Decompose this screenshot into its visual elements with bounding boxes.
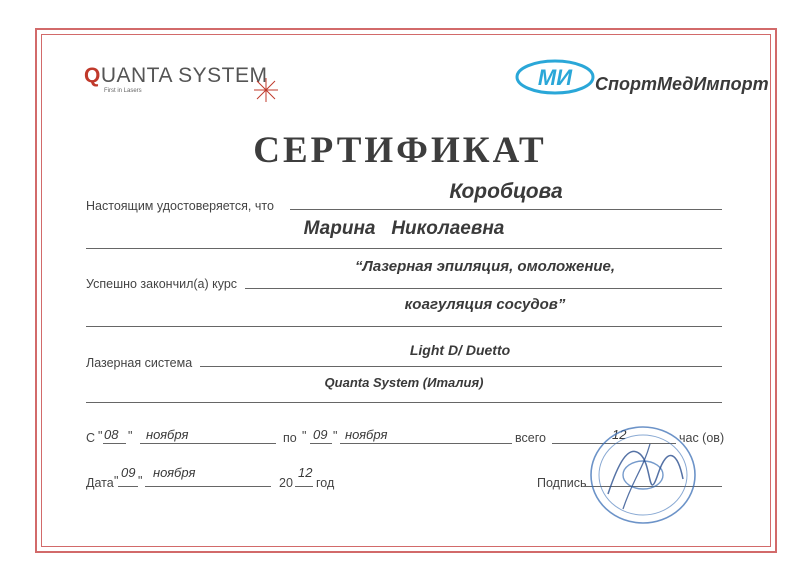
laser-line1-value: Light D/ Duetto [409, 342, 511, 358]
course-line2 [86, 326, 722, 327]
total-label: всего [515, 431, 546, 445]
stamp-seal-icon [588, 424, 698, 526]
course-label: Успешно закончил(а) курс [86, 277, 238, 291]
sportmed-name: СпортМедИмпорт [595, 74, 769, 94]
to-day-line [310, 443, 332, 444]
course-line1 [245, 288, 722, 289]
to-open-quote: " [302, 429, 307, 443]
surname-value: Коробцова [449, 180, 563, 203]
hours-value: 12 [612, 427, 627, 442]
from-month: ноября [146, 427, 189, 442]
quanta-brand-text [84, 64, 267, 88]
quanta-system-logo [84, 64, 294, 104]
certificate-title: СЕРТИФИКАТ [253, 130, 547, 171]
from-day: 08 [104, 427, 119, 442]
from-open-quote: " [98, 429, 103, 443]
date-label: Дата [86, 476, 114, 490]
date-day: 09 [121, 465, 136, 480]
sportmed-emblem-icon [515, 52, 595, 102]
from-month-line [140, 443, 276, 444]
to-day: 09 [313, 427, 328, 442]
course-line2-value: коагуляция сосудов” [404, 296, 566, 313]
laser-label: Лазерная система [86, 356, 193, 370]
laser-line2-value: Quanta System (Италия) [324, 375, 484, 390]
sparkle-icon [254, 78, 278, 102]
course-line1-value: “Лазерная эпиляция, омоложение, [354, 258, 616, 275]
year-label: год [316, 476, 335, 490]
year-prefix: 20 [279, 476, 293, 490]
from-prefix: С [86, 431, 96, 445]
date-open-quote: " [114, 474, 119, 488]
year-suffix: 12 [298, 465, 313, 480]
date-month-line [145, 486, 271, 487]
quanta-brand-rest: UANTA SYSTEM [100, 64, 268, 87]
date-day-line [118, 486, 138, 487]
to-prefix: по [283, 431, 297, 445]
certify-label: Настоящим удостоверяется, что [86, 199, 274, 213]
quanta-q-letter: Q [84, 64, 101, 87]
hours-label: час (ов) [679, 431, 725, 445]
from-day-line [103, 443, 126, 444]
surname-line [290, 209, 722, 210]
to-month-line [340, 443, 512, 444]
sportmedimport-logo [515, 52, 769, 102]
year-line [295, 486, 313, 487]
given-names-line [86, 248, 722, 249]
from-close-quote: " [128, 429, 133, 443]
signature-label: Подпись [537, 476, 587, 490]
laser-line1 [200, 366, 722, 367]
to-month: ноября [345, 427, 388, 442]
to-close-quote: " [333, 429, 338, 443]
laser-line2 [86, 402, 722, 403]
date-month: ноября [153, 465, 196, 480]
sportmed-monogram: МИ [537, 65, 573, 90]
quanta-tagline: First in Lasers [104, 88, 142, 94]
given-names-value: Марина Николаевна [303, 218, 505, 239]
date-close-quote: " [138, 474, 143, 488]
